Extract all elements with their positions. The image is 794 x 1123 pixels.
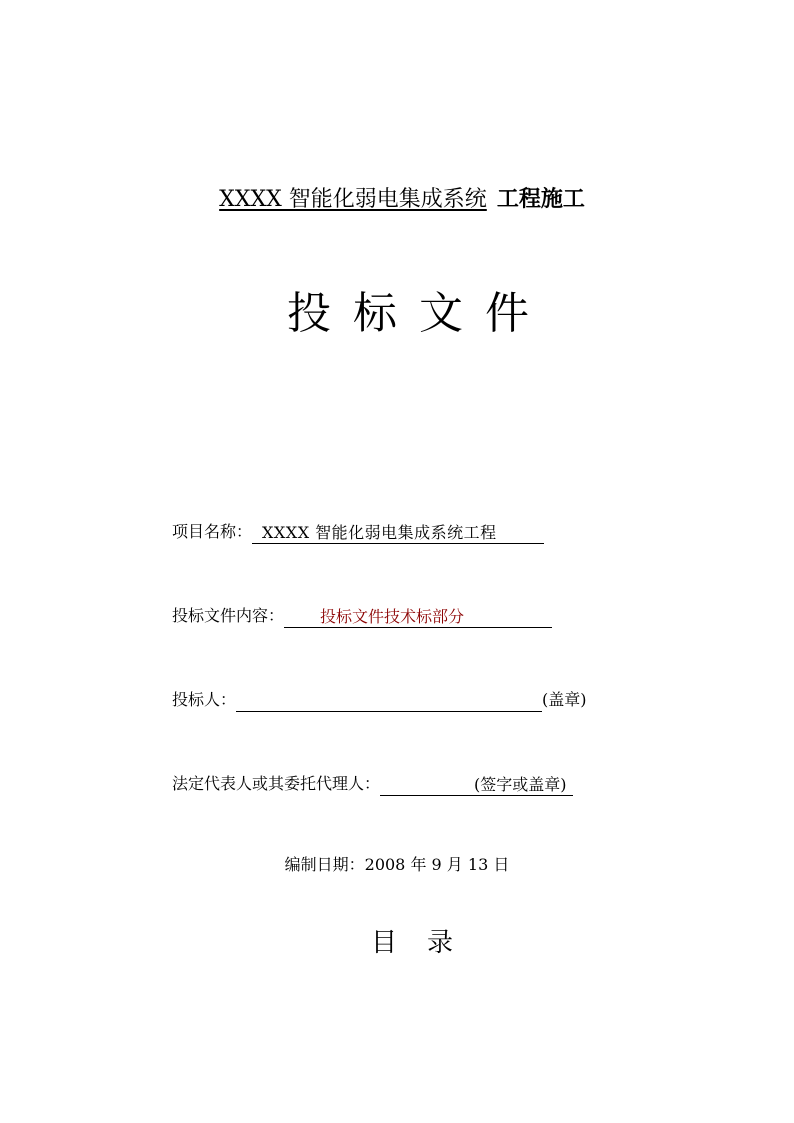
bidder-seal-note: (盖章) [542, 690, 587, 709]
document-title: 投标文件 [287, 288, 551, 339]
legal-rep-sign-note: (签字或盖章) [474, 775, 573, 796]
legal-rep-label: 法定代表人或其委托代理人： [172, 774, 381, 793]
bid-content-value: 投标文件技术标部分 [320, 607, 465, 626]
bidder-field [172, 688, 587, 712]
compile-date: 编制日期：2008 年 9 月 13 日 [284, 855, 510, 874]
legal-rep-field [172, 772, 573, 796]
bidder-label: 投标人： [172, 690, 237, 709]
bid-content-field [172, 604, 552, 628]
bid-content-blank [284, 607, 552, 628]
bid-content-label: 投标文件内容： [172, 606, 285, 625]
project-name-value: XXXX 智能化弱电集成系统工程 [262, 523, 497, 542]
project-title-suffix: 工程施工 [496, 186, 585, 212]
project-title-line [0, 184, 794, 215]
bidder-blank [236, 691, 542, 712]
project-name-field [172, 520, 544, 544]
project-title-underlined: XXXX 智能化弱电集成系统 [219, 187, 487, 212]
table-of-contents-heading: 目录 [370, 928, 483, 958]
project-name-label: 项目名称： [172, 522, 253, 541]
project-name-blank [252, 523, 544, 544]
legal-rep-blank [380, 775, 474, 796]
project-title-underline [209, 187, 497, 212]
